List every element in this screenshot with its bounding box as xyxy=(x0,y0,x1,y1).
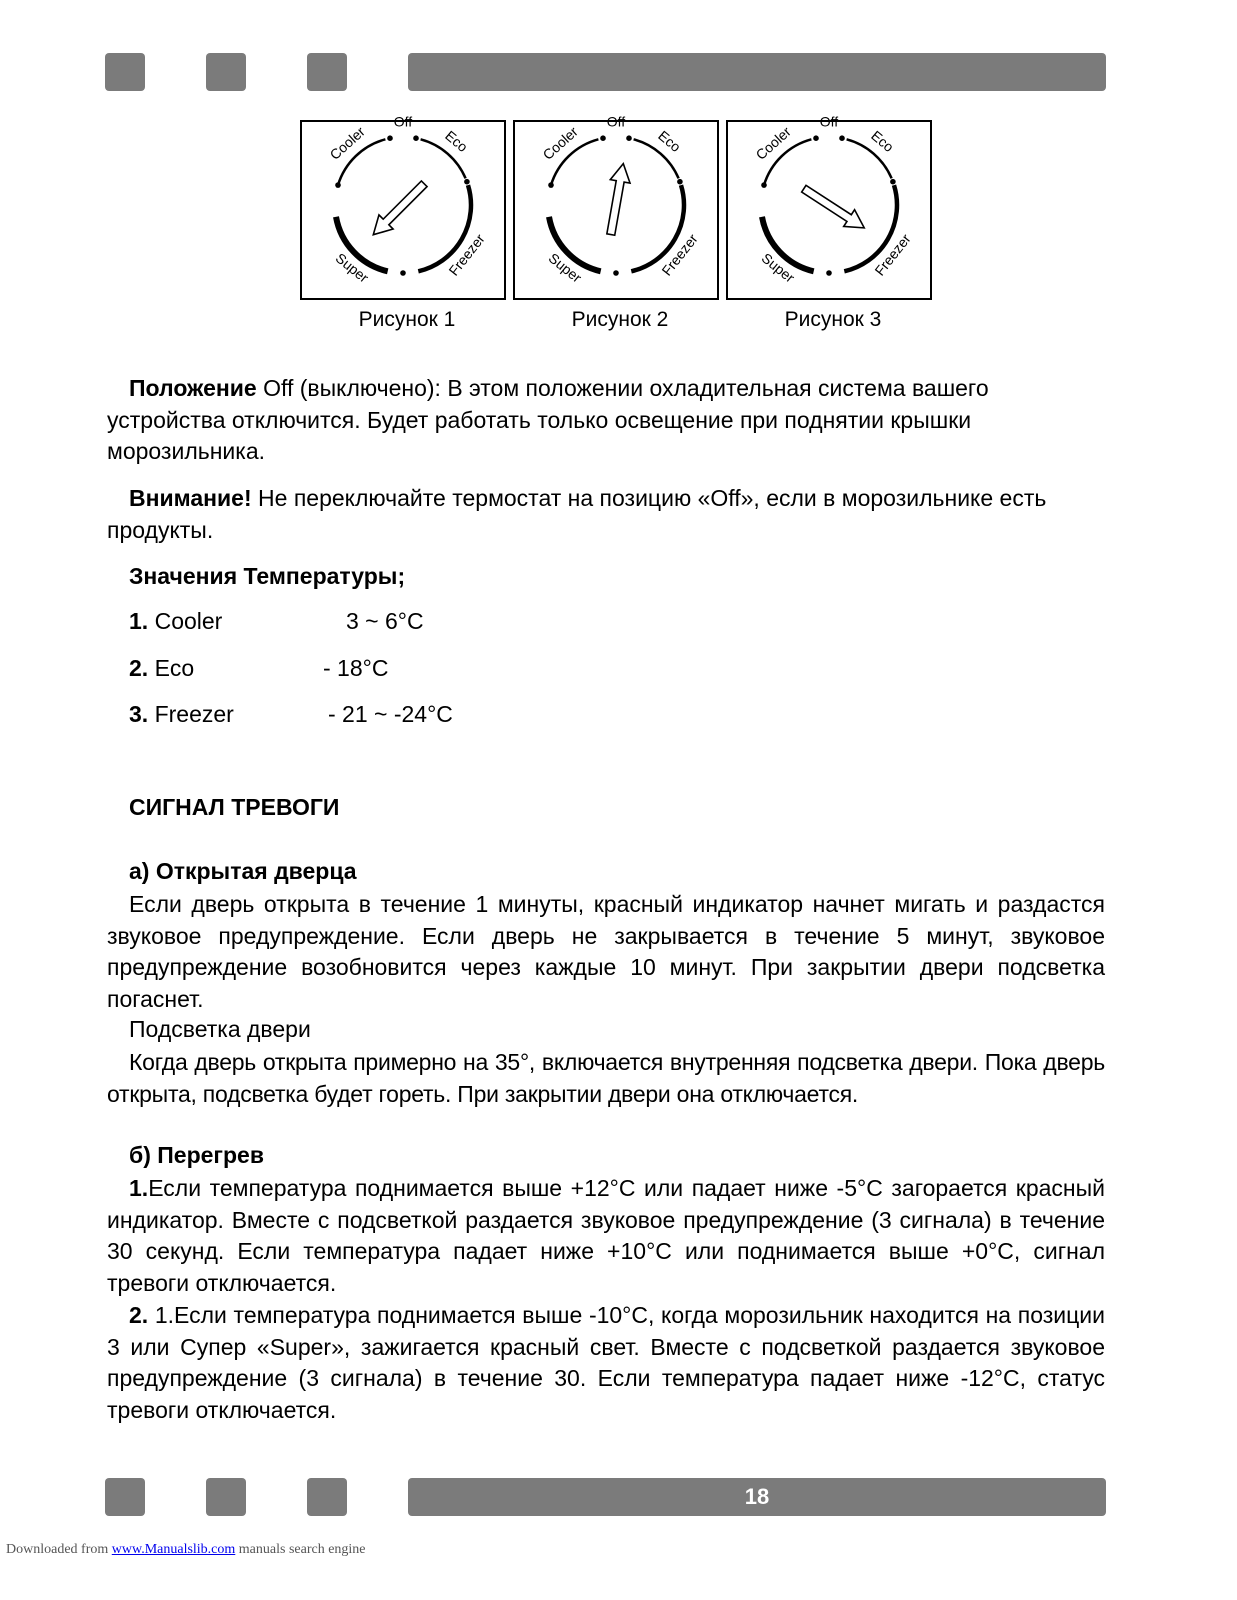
label-freezer: Freezer xyxy=(445,230,488,279)
footer-square-2 xyxy=(206,1478,246,1516)
temp-row-2-label: Eco xyxy=(148,655,195,681)
temp-row-3-num: 3. xyxy=(129,701,149,727)
open-door-text: Если дверь открыта в течение 1 минуты, красный индикатор начнет мигать и раздастся звуковое предупреждение. Если дверь не закрывается в течение 5 минут, звуковое предупреждение возобновится через каждые 10 минут. При закрытии двери подсветка погаснет. xyxy=(107,891,1105,1012)
overheat-heading: б) Перегрев xyxy=(129,1142,264,1168)
door-light-text: Когда дверь открыта примерно на 35°, включается внутренняя подсветка двери. Пока дверь открыта, подсветка будет гореть. При закрытии двери она отключается. xyxy=(107,1049,1105,1107)
off-position-bold: Положение xyxy=(129,375,257,401)
label-eco: Eco xyxy=(868,127,897,156)
thermostat-dial-2 xyxy=(515,113,717,298)
pointer-arrow xyxy=(798,180,869,236)
overheat-item-2-text: 1.Если температура поднимается выше -10°C, когда морозильник находится на позиции 3 или Супер «Super», зажигается красный свет. Вместе с подсветкой раздается звуковое предупреждение (3 сигнала) в течение 30. Если температура падает ниже -12°C, статус тревоги отключается. xyxy=(107,1302,1105,1423)
label-super: Super xyxy=(332,249,372,286)
pointer-arrow-shape xyxy=(798,180,869,236)
label-freezer: Freezer xyxy=(658,230,701,279)
temperature-heading: Значения Температуры; xyxy=(129,563,406,589)
label-freezer: Freezer xyxy=(871,230,914,279)
temp-row-3-label: Freezer xyxy=(148,701,234,727)
overheat-item-2 xyxy=(107,1300,1105,1426)
overheat-item-2-num: 2. xyxy=(129,1302,149,1328)
temp-row-1-label: Cooler xyxy=(148,608,223,634)
off-position-text: Off (выключено): В этом положении охладительная система вашего устройства отключится. Будет работать только освещение при поднятии крышки морозильника. xyxy=(107,375,989,465)
attention-text: Не переключайте термостат на позицию «Off», если в морозильнике есть продукты. xyxy=(107,485,1047,543)
position-dot xyxy=(826,270,832,276)
position-dot xyxy=(613,270,619,276)
footer-square-1 xyxy=(105,1478,145,1516)
manualslib-link[interactable]: www.Manualslib.com xyxy=(111,1542,236,1557)
pointer-arrow-shape xyxy=(601,162,633,236)
label-off: Off xyxy=(606,113,626,130)
overheat-item-1 xyxy=(107,1173,1105,1299)
label-eco: Eco xyxy=(442,127,471,156)
temp-row-3-name xyxy=(129,701,234,728)
label-super: Super xyxy=(545,249,585,286)
door-light-heading: Подсветка двери xyxy=(129,1016,311,1042)
position-dot xyxy=(839,135,845,141)
figure-3 xyxy=(726,113,932,300)
label-cooler: Cooler xyxy=(539,123,581,163)
overheat-item-1-num: 1. xyxy=(129,1175,149,1201)
label-cooler: Cooler xyxy=(752,123,794,163)
footer-suffix: manuals search engine xyxy=(235,1542,366,1557)
position-dot xyxy=(548,182,554,188)
download-footer xyxy=(6,1542,366,1558)
label-off: Off xyxy=(393,113,413,130)
position-dot xyxy=(335,182,341,188)
header-square-3 xyxy=(307,53,347,91)
header-square-1 xyxy=(105,53,145,91)
temp-row-2-name xyxy=(129,655,194,682)
temp-row-1-name xyxy=(129,608,222,635)
figure-2 xyxy=(513,113,719,300)
position-dot xyxy=(761,182,767,188)
attention-bold: Внимание! xyxy=(129,485,252,511)
label-super: Super xyxy=(758,249,798,286)
figure-caption-2: Рисунок 2 xyxy=(571,308,669,331)
figure-caption-3: Рисунок 3 xyxy=(784,308,882,331)
pointer-arrow-shape xyxy=(366,177,431,242)
pointer-arrow xyxy=(366,177,431,242)
off-position-paragraph xyxy=(107,373,1105,468)
header-square-2 xyxy=(206,53,246,91)
position-dot xyxy=(464,179,470,185)
position-dot xyxy=(600,135,606,141)
figure-1 xyxy=(300,113,506,300)
position-dot xyxy=(387,135,393,141)
thermostat-dial-3 xyxy=(728,113,930,298)
header-bar xyxy=(408,53,1106,91)
thermostat-dial-1 xyxy=(302,113,504,298)
position-dot xyxy=(890,179,896,185)
attention-paragraph xyxy=(107,483,1105,546)
label-eco: Eco xyxy=(655,127,684,156)
position-dot xyxy=(413,135,419,141)
pointer-arrow xyxy=(601,162,633,236)
open-door-heading: а) Открытая дверца xyxy=(129,858,357,884)
temp-row-2-value: - 18°C xyxy=(323,655,389,681)
position-dot xyxy=(813,135,819,141)
footer-prefix: Downloaded from xyxy=(6,1542,112,1557)
temp-row-1-value: 3 ~ 6°C xyxy=(346,608,424,634)
label-cooler: Cooler xyxy=(326,123,368,163)
temp-row-2-num: 2. xyxy=(129,655,149,681)
alarm-heading: СИГНАЛ ТРЕВОГИ xyxy=(129,794,340,820)
position-dot xyxy=(677,179,683,185)
figure-caption-1: Рисунок 1 xyxy=(358,308,456,331)
position-dot xyxy=(626,135,632,141)
position-dot xyxy=(400,270,406,276)
temp-row-1-num: 1. xyxy=(129,608,149,634)
page-number: 18 xyxy=(744,1484,770,1509)
label-off: Off xyxy=(819,113,839,130)
overheat-item-1-text: Если температура поднимается выше +12°C или падает ниже -5°C загорается красный индикатор. Вместе с подсветкой раздается звуковое предупреждение (3 сигнала) в течение 30 секунд. Если температура падает ниже +10°C или поднимается выше +0°C, сигнал тревоги отключается. xyxy=(107,1175,1105,1296)
footer-square-3 xyxy=(307,1478,347,1516)
temp-row-3-value: - 21 ~ -24°C xyxy=(328,701,453,727)
